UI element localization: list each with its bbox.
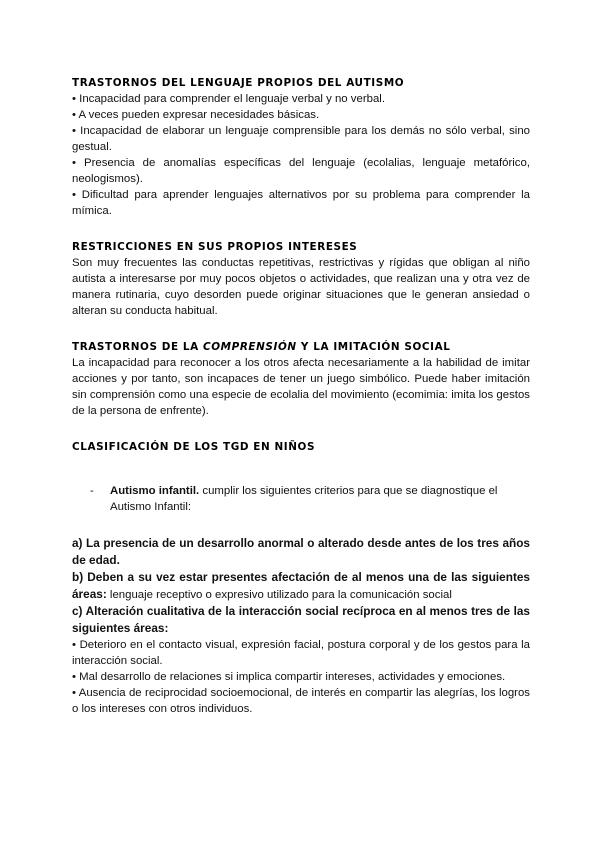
section-heading [72,339,530,355]
bullet-item: • Incapacidad para comprender el lenguaje verbal y no verbal. [72,93,385,105]
dash-list-item [90,483,530,515]
dash-marker: - [90,485,94,497]
bullet-item: • Ausencia de reciprocidad socioemocional, de interés en compartir las alegrías, los logros o los intereses con otros individuos. [72,687,530,715]
bullet-item: • Dificultad para aprender lenguajes alternativos por su problema para comprender la mímica. [72,189,530,217]
item-text: cumplir los siguientes criterios para que se diagnostique el Autismo Infantil: [110,485,498,513]
bullet-item: • A veces pueden expresar necesidades básicas. [72,109,320,121]
criterion-text: lenguaje receptivo o expresivo utilizado para la comunicación social [106,589,452,601]
bullet-item: • Presencia de anomalías específicas del lenguaje (ecolalias, lenguaje metafórico, neologismos). [72,157,530,185]
criterion-c [72,603,530,637]
criterion-bold: c) Alteración cualitativa de la interacción social recíproca en al menos tres de las siguientes áreas: [72,604,530,635]
criterion-a [72,535,530,569]
criterion-b [72,569,530,603]
section-heading: TRASTORNOS DEL LENGUAJE PROPIOS DEL AUTISMO [72,77,405,89]
section-restricted-interests [72,239,530,319]
section-heading: RESTRICCIONES EN SUS PROPIOS INTERESES [72,241,358,253]
bullet-item: • Mal desarrollo de relaciones si implica compartir intereses, actividades y emociones. [72,671,506,683]
section-language-disorders [72,75,530,219]
heading-part: TRASTORNOS DE LA [72,341,203,353]
bullet-item: • Incapacidad de elaborar un lenguaje comprensible para los demás no sólo verbal, sino gestual. [72,125,530,153]
section-heading: CLASIFICACIÓN DE LOS TGD EN NIÑOS [72,441,316,453]
item-bold-lead: Autismo infantil. [110,485,200,497]
section-paragraph: Son muy frecuentes las conductas repetitivas, restrictivas y rígidas que obligan al niño autista a interesarse por muy pocos objetos o actividades, que realizan una y otra vez de manera rutinaria, cuyo desorden puede originar situaciones que le generan ansiedad o alteran su conducta habitual. [72,257,530,317]
dash-item-text [110,483,530,515]
section-paragraph: La incapacidad para reconocer a los otros afecta necesariamente a la habilidad de imitar acciones y por tanto, son incapaces de tener un juego simbólico. Puede haber imitación sin comprensión como una especie de ecolalia del movimiento (ecomimia: imita los gestos de la persona de enfrente). [72,357,530,417]
heading-italic-part: COMPRENSIÓN [203,341,297,353]
heading-part: Y LA IMITACIÓN SOCIAL [296,341,451,353]
criterion-bold: b) Deben a su vez estar presentes afectación de al menos una de las siguientes áreas: [72,570,530,601]
section-comprehension-imitation [72,339,530,419]
bullet-item: • Deterioro en el contacto visual, expresión facial, postura corporal y de los gestos para la interacción social. [72,639,530,667]
section-classification [72,439,530,717]
criterion-bold: a) La presencia de un desarrollo anormal o alterado desde antes de los tres años de edad. [72,536,530,567]
